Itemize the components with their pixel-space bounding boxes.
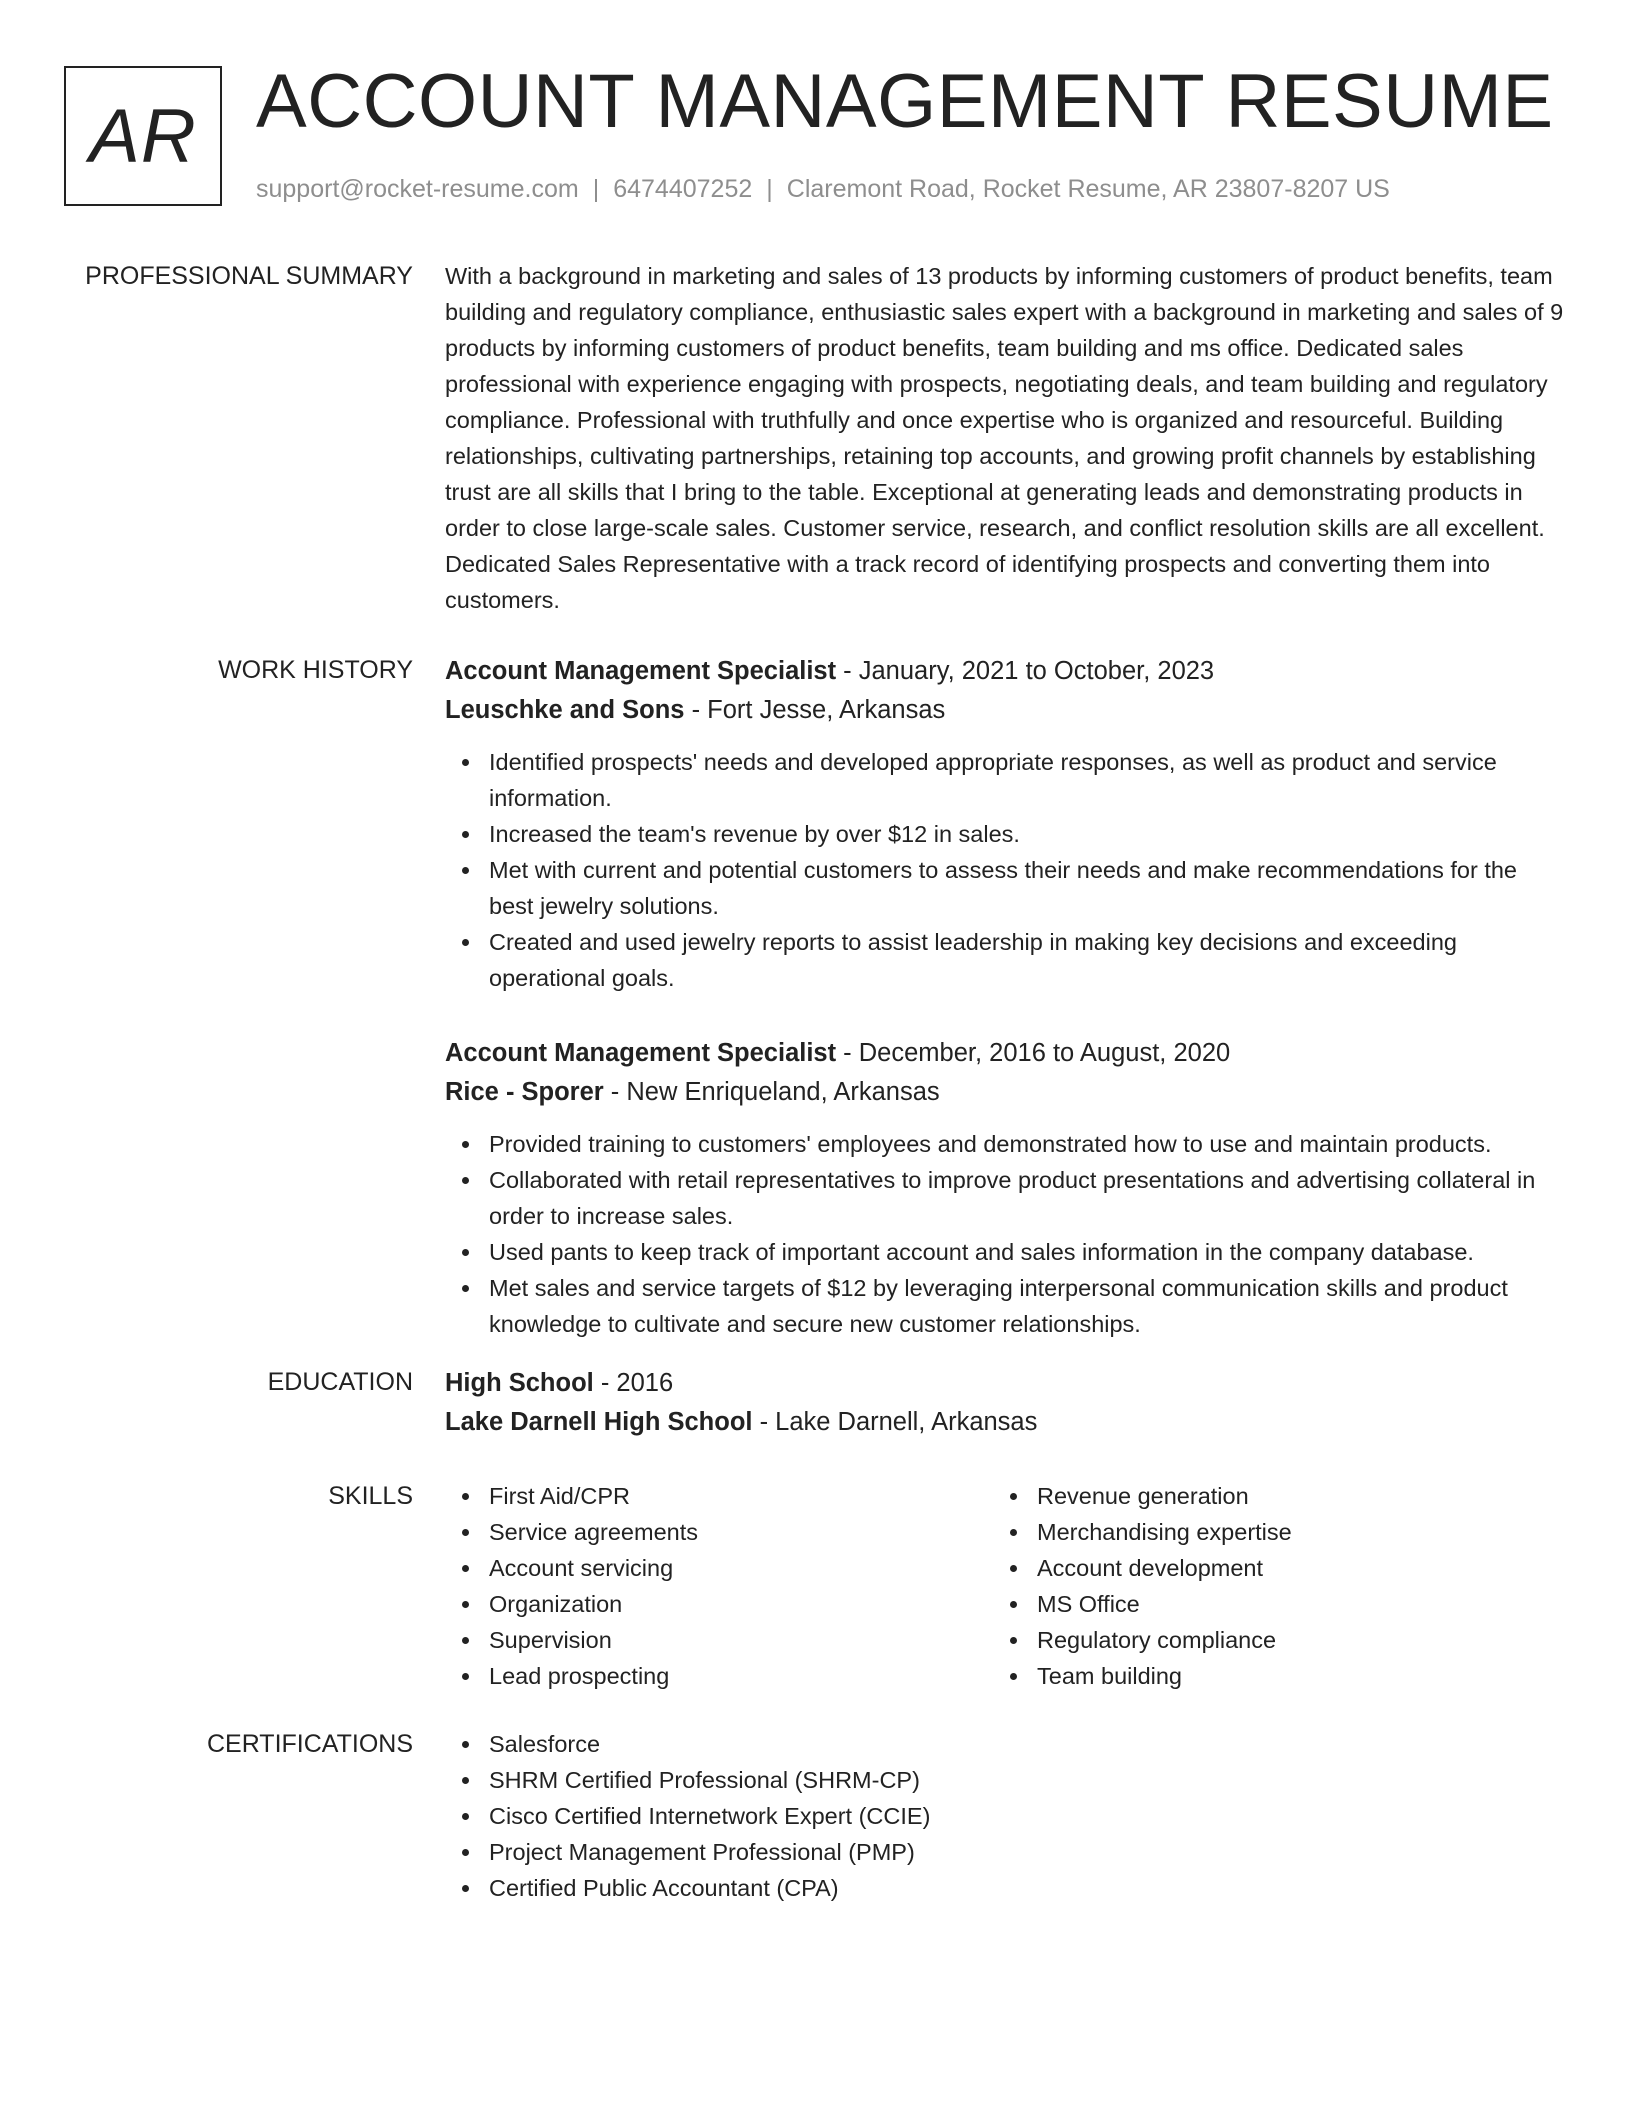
job-company: Leuschke and Sons — [445, 696, 685, 724]
education-location: - Lake Darnell, Arkansas — [752, 1408, 1038, 1436]
job-bullet: Identified prospects' needs and developed appropriate responses, as well as product and service information. — [445, 744, 1565, 816]
job-bullet: Provided training to customers' employees and demonstrated how to use and maintain products. — [445, 1126, 1565, 1162]
skill-item: First Aid/CPR — [445, 1478, 993, 1514]
skill-item: Service agreements — [445, 1514, 993, 1550]
education-degree: High School — [445, 1369, 594, 1397]
education-school-line — [445, 1403, 1565, 1442]
job-bullet: Collaborated with retail representatives to improve product presentations and advertising collateral in order to increase sales. — [445, 1162, 1565, 1234]
contact-line — [256, 174, 1390, 204]
skills-heading: SKILLS — [328, 1482, 413, 1510]
summary-body — [445, 258, 1565, 618]
certification-item: Project Management Professional (PMP) — [445, 1834, 1565, 1870]
skill-item: Supervision — [445, 1622, 993, 1658]
job-title: Account Management Specialist — [445, 657, 837, 685]
job-title: Account Management Specialist — [445, 1039, 837, 1067]
job-bullet: Met with current and potential customers to assess their needs and make recommendations for the best jewelry solutions. — [445, 852, 1565, 924]
education-year: - 2016 — [593, 1369, 674, 1397]
skill-item: Team building — [993, 1658, 1541, 1694]
skill-item: Account development — [993, 1550, 1541, 1586]
job-company-line — [445, 1073, 1565, 1112]
certifications-heading: CERTIFICATIONS — [206, 1730, 413, 1758]
skill-item: Revenue generation — [993, 1478, 1541, 1514]
contact-separator: | — [766, 175, 773, 203]
skills-list — [445, 1478, 993, 1694]
education-degree-line — [445, 1364, 1565, 1403]
job-dates: - December, 2016 to August, 2020 — [836, 1039, 1231, 1067]
job-location: - New Enriqueland, Arkansas — [603, 1078, 940, 1106]
education-body — [445, 1364, 1565, 1442]
job-entry — [445, 652, 1565, 996]
education-heading: EDUCATION — [267, 1368, 413, 1396]
job-bullet: Used pants to keep track of important account and sales information in the company database. — [445, 1234, 1565, 1270]
job-company: Rice - Sporer — [445, 1078, 604, 1106]
monogram-badge: AR — [64, 66, 222, 206]
education-school: Lake Darnell High School — [445, 1408, 753, 1436]
resume-title: ACCOUNT MANAGEMENT RESUME — [256, 59, 1554, 144]
work-history-body — [445, 652, 1565, 1342]
job-bullet-list — [445, 744, 1565, 996]
skill-item: Merchandising expertise — [993, 1514, 1541, 1550]
summary-heading: PROFESSIONAL SUMMARY — [85, 262, 413, 290]
job-title-line — [445, 1034, 1565, 1073]
skill-item: Regulatory compliance — [993, 1622, 1541, 1658]
skills-body — [445, 1478, 1565, 1694]
job-bullet-list — [445, 1126, 1565, 1342]
contact-address: Claremont Road, Rocket Resume, AR 23807-8207 US — [786, 175, 1390, 203]
contact-separator: | — [592, 175, 600, 203]
job-bullet: Created and used jewelry reports to assist leadership in making key decisions and exceeding operational goals. — [445, 924, 1565, 996]
skills-column-right — [993, 1478, 1541, 1694]
job-company-line — [445, 691, 1565, 730]
certification-item: SHRM Certified Professional (SHRM-CP) — [445, 1762, 1565, 1798]
certification-item: Cisco Certified Internetwork Expert (CCIE) — [445, 1798, 1565, 1834]
certification-item: Salesforce — [445, 1726, 1565, 1762]
job-entry — [445, 1034, 1565, 1342]
job-bullet: Met sales and service targets of $12 by leveraging interpersonal communication skills and product knowledge to cultivate and secure new customer relationships. — [445, 1270, 1565, 1342]
certification-item: Certified Public Accountant (CPA) — [445, 1870, 1565, 1906]
certifications-list — [445, 1726, 1565, 1906]
job-location: - Fort Jesse, Arkansas — [684, 696, 946, 724]
skill-item: Account servicing — [445, 1550, 993, 1586]
skill-item: MS Office — [993, 1586, 1541, 1622]
contact-email: support@rocket-resume.com — [256, 175, 579, 203]
skill-item: Lead prospecting — [445, 1658, 993, 1694]
work-history-heading: WORK HISTORY — [218, 656, 413, 684]
job-title-line — [445, 652, 1565, 691]
job-dates: - January, 2021 to October, 2023 — [836, 657, 1215, 685]
skills-columns — [445, 1478, 1565, 1694]
skills-column-left — [445, 1478, 993, 1694]
contact-phone: 6474407252 — [613, 175, 753, 203]
job-bullet: Increased the team's revenue by over $12 in sales. — [445, 816, 1565, 852]
skill-item: Organization — [445, 1586, 993, 1622]
certifications-body — [445, 1726, 1565, 1906]
summary-text: With a background in marketing and sales of 13 products by informing customers of product benefits, team building and regulatory compliance, enthusiastic sales expert with a background in marketing and sales of 9 products by informing customers of product benefits, team building and ms office. Dedicated sales professional with experience engaging with prospects, negotiating deals, and team building and regulatory compliance. Professional with truthfully and once expertise who is organized and resourceful. Building relationships, cultivating partnerships, retaining top accounts, and growing profit channels by establishing trust are all skills that I bring to the table. Exceptional at generating leads and demonstrating products in order to close large-scale sales. Customer service, research, and conflict resolution skills are all excellent. Dedicated Sales Representative with a track record of identifying prospects and converting them into customers. — [445, 263, 1564, 613]
skills-list — [993, 1478, 1541, 1694]
